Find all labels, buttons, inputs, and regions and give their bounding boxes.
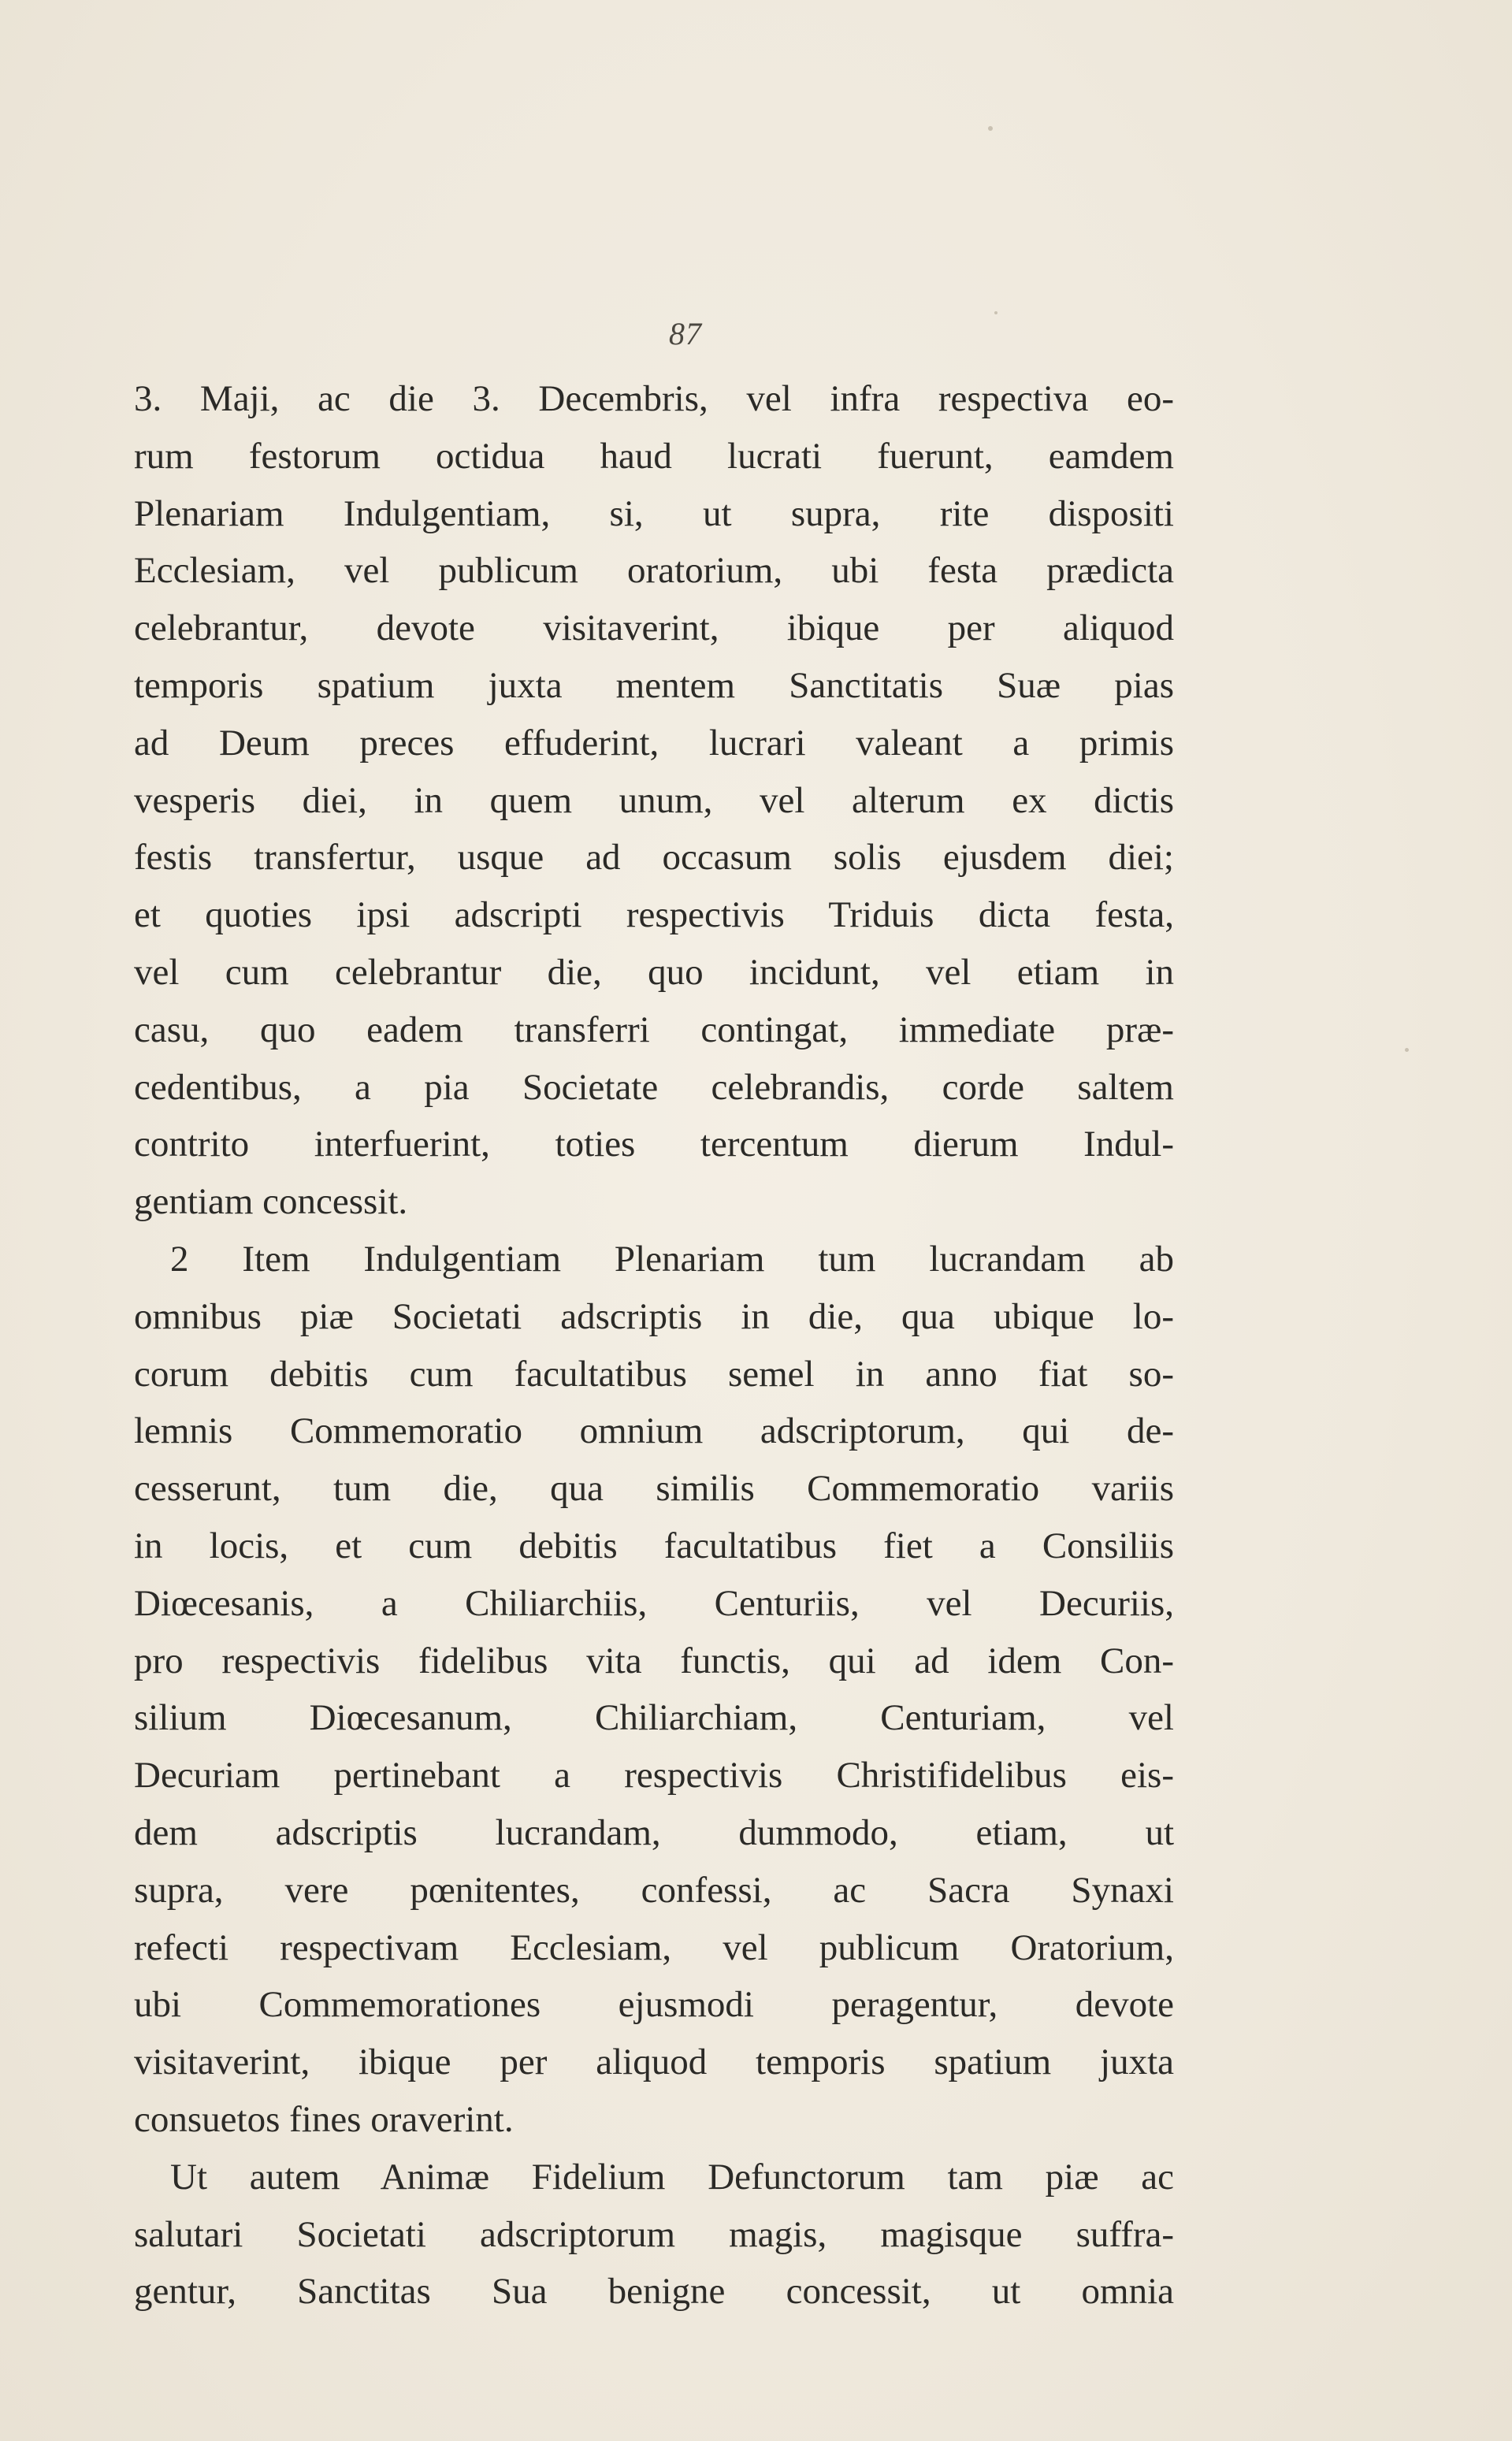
text-line: Diœcesanis, a Chiliarchiis, Centuriis, vel Decuriis, [134, 1582, 1174, 1624]
text-line: refecti respectivam Ecclesiam, vel publicum Oratorium, [134, 1926, 1174, 1968]
text-line: rum festorum octidua haud lucrati fuerunt, eamdem [134, 435, 1174, 477]
text-line: salutari Societati adscriptorum magis, magisque suffra- [134, 2213, 1174, 2255]
text-line: pro respectivis fidelibus vita functis, qui ad idem Con- [134, 1640, 1174, 1681]
text-line: casu, quo eadem transferri contingat, immediate præ- [134, 1009, 1174, 1050]
paper-speck [988, 126, 993, 131]
text-line: lemnis Commemoratio omnium adscriptorum, qui de- [134, 1410, 1174, 1452]
text-line: 3. Maji, ac die 3. Decembris, vel infra respectiva eo- [134, 378, 1174, 419]
text-line: festis transfertur, usque ad occasum solis ejusdem diei; [134, 837, 1174, 879]
text-line: ubi Commemorationes ejusmodi peragentur, devote [134, 1984, 1174, 2026]
text-line: Ecclesiam, vel publicum oratorium, ubi festa prædicta [134, 550, 1174, 592]
text-line: temporis spatium juxta mentem Sanctitatis Suæ pias [134, 664, 1174, 706]
body-text [134, 370, 1174, 2320]
text-line: silium Diœcesanum, Chiliarchiam, Centuriam, vel [134, 1697, 1174, 1739]
text-line: ad Deum preces effuderint, lucrari valeant a primis [134, 722, 1174, 764]
text-line: vesperis diei, in quem unum, vel alterum ex dictis [134, 779, 1174, 821]
paper-speck [994, 311, 997, 314]
text-line: cesserunt, tum die, qua similis Commemoratio variis [134, 1468, 1174, 1510]
text-line: Ut autem Animæ Fidelium Defunctorum tam piæ ac [170, 2156, 1174, 2198]
text-line: omnibus piæ Societati adscriptis in die, qua ubique lo- [134, 1295, 1174, 1337]
text-line: vel cum celebrantur die, quo incidunt, vel etiam in [134, 951, 1174, 993]
text-line: in locis, et cum debitis facultatibus fiet a Consiliis [134, 1525, 1174, 1566]
page-number: 87 [669, 316, 702, 351]
text-line: 2 Item Indulgentiam Plenariam tum lucrandam ab [170, 1238, 1174, 1280]
text-line: dem adscriptis lucrandam, dummodo, etiam, ut [134, 1811, 1174, 1853]
text-line: gentiam concessit. [134, 1181, 408, 1223]
text-line: cedentibus, a pia Societate celebrandis, corde saltem [134, 1066, 1174, 1108]
text-line: visitaverint, ibique per aliquod temporis spatium juxta [134, 2042, 1174, 2083]
text-line: consuetos fines oraverint. [134, 2098, 514, 2140]
text-line: Plenariam Indulgentiam, si, ut supra, rite dispositi [134, 492, 1174, 534]
text-line: supra, vere pœnitentes, confessi, ac Sacra Synaxi [134, 1869, 1174, 1911]
text-line: et quoties ipsi adscripti respectivis Triduis dicta festa, [134, 894, 1174, 936]
text-line: corum debitis cum facultatibus semel in anno fiat so- [134, 1353, 1174, 1395]
text-line: Decuriam pertinebant a respectivis Christifidelibus eis- [134, 1755, 1174, 1796]
text-line: gentur, Sanctitas Sua benigne concessit, ut omnia [134, 2271, 1174, 2313]
text-line: celebrantur, devote visitaverint, ibique per aliquod [134, 607, 1174, 649]
paper-speck [1405, 1048, 1409, 1052]
text-line: contrito interfuerint, toties tercentum dierum Indul- [134, 1124, 1174, 1165]
